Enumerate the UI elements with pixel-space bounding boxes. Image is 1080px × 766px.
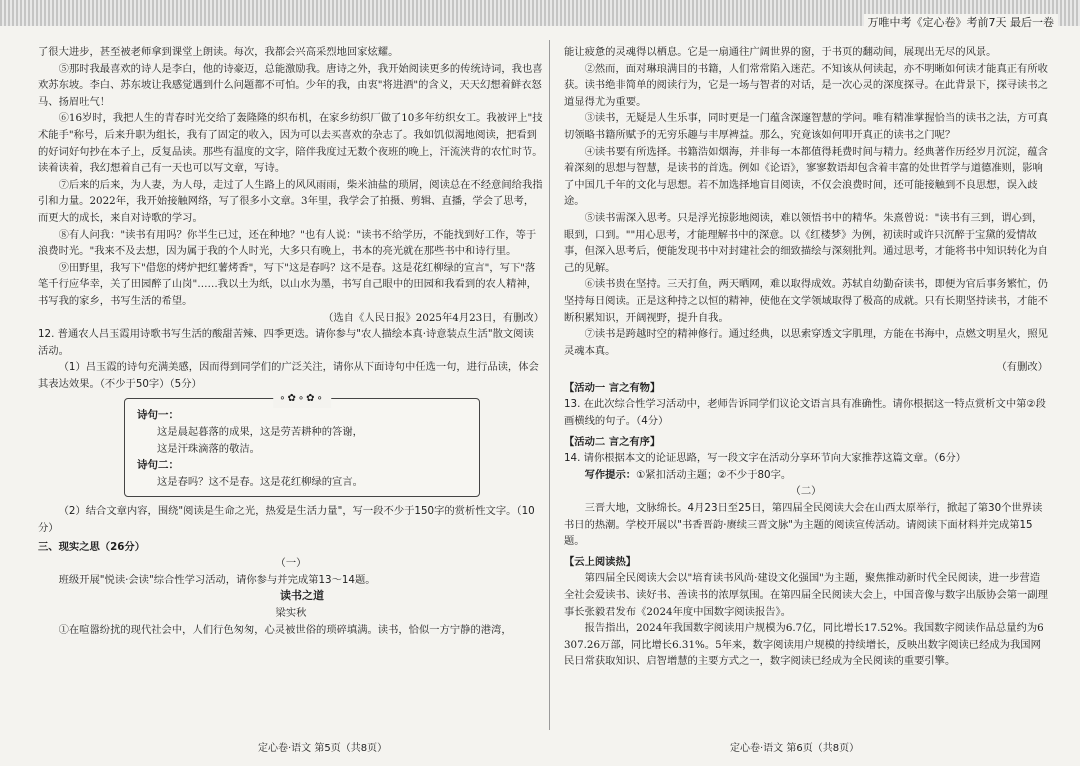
paragraph: ⑤那时我最喜欢的诗人是李白，他的诗豪迈，总能激励我。唐诗之外，我开始阅读更多的传统诗词，我也喜欢苏东坡。李白、苏东坡让我感觉遇到什么问题都不可怕。少年的我，由衷"将进酒"的含义，天天幻想着鲜衣怒马、扬眉吐气！ xyxy=(38,62,543,108)
section-heading: 三、现实之思（26分） xyxy=(38,540,146,553)
paragraph: ③读书，无疑是人生乐事，同时更是一门蕴含深邃智慧的学问。唯有精准掌握恰当的读书之法，方可真切领略书籍所赋予的无穷乐趣与丰厚裨益。那么，究竟该如何叩开真正的读书之门呢？ xyxy=(564,112,1048,141)
paragraph: ②然而，面对琳琅满目的书籍，人们常常陷入迷茫。不知该从何读起，亦不明晰如何读才能真正有所收获。读书绝非简单的阅读行为，它是一场与智者的对话，是一次心灵的深度探寻。在此背景下，探寻读书之道显得尤为重要。 xyxy=(564,62,1048,108)
essay-title: 读书之道 xyxy=(280,589,324,603)
paragraph: ④读书要有所选择。书籍浩如烟海，并非每一本都值得耗费时间与精力。经典著作历经岁月沉淀，蕴含着深刻的思想与智慧，是读书的首选。例如《论语》，寥寥数语却包含着丰富的处世哲学与道德准则，影响了中国几千年的文化与思想。若不加选择地盲目阅读，不仅会浪费时间，还可能接触到不良思想，误入歧途。 xyxy=(564,145,1048,208)
paragraph: 能让疲惫的灵魂得以栖息。它是一扇通往广阔世界的窗，于书页的翻动间，展现出无尽的风景。 xyxy=(564,46,997,58)
question-13: 13. 在此次综合性学习活动中，老师告诉同学们议论文语言具有准确性。请你根据这一特点赏析文中第②段画横线的句子。（4分） xyxy=(564,398,1046,428)
part-number: （二） xyxy=(790,485,822,498)
poem-line: 这是春吗？这不是春。这是花红柳绿的宣言。 xyxy=(157,475,363,488)
source-note: （选自《人民日报》2025年4月23日，有删改） xyxy=(323,311,544,324)
footer-page-5: 定心卷·语文 第5页（共8页） xyxy=(258,743,388,754)
writing-hint-text: ①紧扣活动主题；②不少于80字。 xyxy=(636,468,792,481)
poem-label-2: 诗句二： xyxy=(137,459,179,472)
cloud-reading-heading: 【云上阅读热】 xyxy=(564,555,637,568)
paragraph: ⑤读书需深入思考。只是浮光掠影地阅读，难以领悟书中的精华。朱熹曾说："读书有三到，谓心到，眼到，口到。""用心思考，才能理解书中的深意。以《红楼梦》为例，初读时或许只沉醉于宝黛的爱情故事，但深入思考后，便能发现书中对封建社会的细致描绘与深刻批判。通过思考，才能将书中知识转化为自己的见解。 xyxy=(564,211,1048,274)
activity-2-heading: 【活动二 言之有序】 xyxy=(564,435,661,448)
footer-page-6: 定心卷·语文 第6页（共8页） xyxy=(730,743,860,754)
right-page-column xyxy=(564,44,1048,720)
poem-label-1: 诗句一： xyxy=(137,409,179,422)
paragraph: ⑦读书是跨越时空的精神修行。通过经典，以思索穿透文字肌理，方能在书海中，点燃文明星火，照见灵魂本真。 xyxy=(564,328,1048,357)
essay-author: 梁实秋 xyxy=(275,607,307,619)
poem-line: 这是汗珠滴落的敬洁。 xyxy=(157,442,260,455)
paragraph: ①在喧嚣纷扰的现代社会中，人们行色匆匆，心灵被世俗的琐碎填满。读书，恰似一方宁静的港湾， xyxy=(58,623,512,636)
paragraph: 报告指出，2024年我国数字阅读用户规模为6.7亿，同比增长17.52%。我国数字阅读作品总量约为6 307.26万部，同比增长6.31%。5年来，数字阅读用户规模的持续增长，反映出数字阅读已经成为我国网民日常获取知识、启智增慧的主要方式之一，数字阅读已经成为全民阅读的重要引擎。 xyxy=(564,622,1044,668)
question-12-1: （1）吕玉霞的诗句充满美感，因而得到同学们的广泛关注，请你从下面诗句中任选一句，进行品读，体会其表达效果。（不少于50字）（5分） xyxy=(38,361,539,390)
left-paragraphs xyxy=(38,44,544,310)
left-page-column xyxy=(38,44,544,720)
question-12-2: （2）结合文章内容，围绕"阅读是生命之光，热爱是生活力量"，写一段不少于150字的赏析性文字。（10分） xyxy=(38,505,535,535)
activity-1-heading: 【活动一 言之有物】 xyxy=(564,381,661,394)
paragraph: ⑨田野里，我写下"借您的烤炉把红薯烤香"，写下"这是春吗？这不是春。这是花红柳绿的宣言"，写下"落笔千行应华幸，关了田园醉了山岗"……我以土为纸，以山水为墨，书写自己眼中的田园和我看到的农人精神，书写我的家乡，书写生活的希望。 xyxy=(38,261,537,307)
paper-header-title: 万唯中考《定心卷》考前7天 最后一卷 xyxy=(864,14,1059,30)
question-12: 12. 普通农人吕玉霞用诗歌书写生活的酸甜苦辣、四季更迭。请你参与"农人描绘本真·诗意装点生活"散文阅读活动。 xyxy=(38,328,534,357)
poem-box xyxy=(124,393,480,497)
paragraph: ⑥16岁时，我把人生的青春时光交给了轰隆隆的织布机，在家乡纺织厂做了10多年纺织女工。我被评上"技术能手"称号，后来升职为组长，我有了固定的收入，因为可以去买喜欢的杂志了。我如饥似渴地阅读，把看到的好词好句抄在本子上，反复品读。那些有温度的文字，陪伴我度过无数个夜班的晚上，汗流浃背的农忙时节。读着读着，我幻想着自己有一天也可以写文章，写诗。 xyxy=(38,112,543,175)
activity-intro: 班级开展"悦读·会读"综合性学习活动，请你参与并完成第13～14题。 xyxy=(58,573,376,586)
page-divider xyxy=(549,40,550,730)
part-number: （一） xyxy=(275,557,307,570)
paragraph: ⑧有人问我："读书有用吗？你半生已过，还在种地？"也有人说："读书不给学历，不能找到好工作，等于浪费时光。"我来不及去想，因为属于我的个人时光，大多只有晚上，书本的亮光就在那些书中和诗行里。 xyxy=(38,228,537,258)
ornament-icon: ∘✿∘✿∘ xyxy=(273,391,331,408)
writing-hint xyxy=(564,467,1048,484)
writing-hint-label: 写作提示： xyxy=(584,468,637,481)
paragraph: 第四届全民阅读大会以"培育读书风尚·建设文化强国"为主题，聚焦推动新时代全民阅读，进一步营造全社会爱读书、读好书、善读书的浓厚氛围。在第四届全民阅读大会上，中国音像与数字出版协会第一副理事长张毅君发布《2024年度中国数字阅读报告》。 xyxy=(564,572,1048,618)
poem-line: 这是晨起暮落的成果，这是劳苦耕种的答谢， xyxy=(157,426,363,439)
paragraph: ⑥读书贵在坚持。三天打鱼，两天晒网，难以取得成效。苏轼自幼勤奋读书，即便为官后事务繁忙，仍坚持每日阅读。正是这种持之以恒的精神，使他在文学领域取得了极高的成就。只有长期坚持读书，才能不断积累知识，开阔视野，提升自我。 xyxy=(564,278,1048,324)
question-14: 14. 请你根据本文的论证思路，写一段文字在活动分享环节向大家推荐这篇文章。（6分） xyxy=(564,452,967,465)
paragraph: 了很大进步，甚至被老师拿到课堂上朗读。每次，我都会兴高采烈地回家炫耀。 xyxy=(38,46,399,58)
material-intro: 三晋大地，文脉绵长。4月23日至25日，第四届全民阅读大会在山西太原举行，掀起了第30个世界读书日的热潮。学校开展以"书香晋韵·赓续三晋文脉"为主题的阅读宣传活动。请阅读下面材料并完成第15题。 xyxy=(564,502,1043,548)
source-note: （有删改） xyxy=(996,361,1048,374)
paragraph: ⑦后来的后来，为人妻，为人母，走过了人生路上的风风雨雨，柴米油盐的琐屑，阅读总在不经意间给我指引和力量。2022年，我开始接触网络，写了很多小文章。3年里，我学会了拍摄、剪辑、直播，学会了思考，而更大的成长，来自对诗歌的学习。 xyxy=(38,178,543,224)
